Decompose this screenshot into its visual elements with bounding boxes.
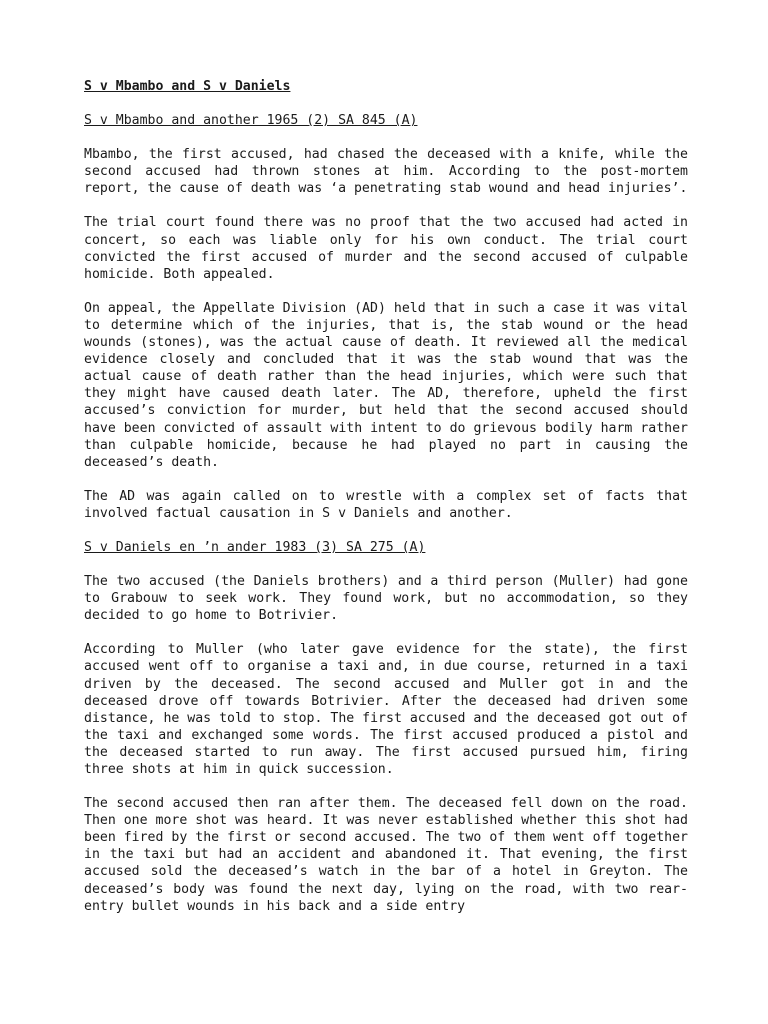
paragraph: The two accused (the Daniels brothers) and a third person (Muller) had gone to Grabouw to seek work. They found work, but no accommodation, so they decided to go home to Botrivier. xyxy=(84,574,688,624)
paragraph: Mbambo, the first accused, had chased the deceased with a knife, while the second accused had thrown stones at him. According to the post-mortem report, the cause of death was ‘a penetrating stab wound and head injuries’. xyxy=(84,147,688,197)
case-heading-daniels: S v Daniels en ’n ander 1983 (3) SA 275 (A) xyxy=(84,539,426,555)
paragraph: The AD was again called on to wrestle with a complex set of facts that involved factual causation in S v Daniels and another. xyxy=(84,488,688,521)
case-heading-mbambo: S v Mbambo and another 1965 (2) SA 845 (A) xyxy=(84,113,418,129)
document-page xyxy=(84,78,688,932)
paragraph: According to Muller (who later gave evidence for the state), the first accused went off to organise a taxi and, in due course, returned in a taxi driven by the deceased. The second accused and Muller got in and the deceased drove off towards Botrivier. After the deceased had driven some distance, he was told to stop. The first accused and the deceased got out of the taxi and exchanged some words. The first accused produced a pistol and the deceased started to run away. The first accused pursued him, firing three shots at him in quick succession. xyxy=(84,642,688,777)
paragraph: The second accused then ran after them. The deceased fell down on the road. Then one more shot was heard. It was never established whether this shot had been fired by the first or second accused. The two of them went off together in the taxi but had an accident and abandoned it. That evening, the first accused sold the deceased’s watch in the bar of a hotel in Greyton. The deceased’s body was found the next day, lying on the road, with two rear-entry bullet wounds in his back and a side entry xyxy=(84,796,688,914)
paragraph: The trial court found there was no proof that the two accused had acted in concert, so each was liable only for his own conduct. The trial court convicted the first accused of murder and the second accused of culpable homicide. Both appealed. xyxy=(84,215,688,282)
paragraph: On appeal, the Appellate Division (AD) held that in such a case it was vital to determine which of the injuries, that is, the stab wound or the head wounds (stones), was the actual cause of death. It reviewed all the medical evidence closely and concluded that it was the stab wound that was the actual cause of death rather than the head injuries, which were such that they might have caused death later. The AD, therefore, upheld the first accused’s conviction for murder, but held that the second accused should have been convicted of assault with intent to do grievous bodily harm rather than culpable homicide, because he had played no part in causing the deceased’s death. xyxy=(84,300,688,470)
document-title: S v Mbambo and S v Daniels xyxy=(84,79,291,94)
